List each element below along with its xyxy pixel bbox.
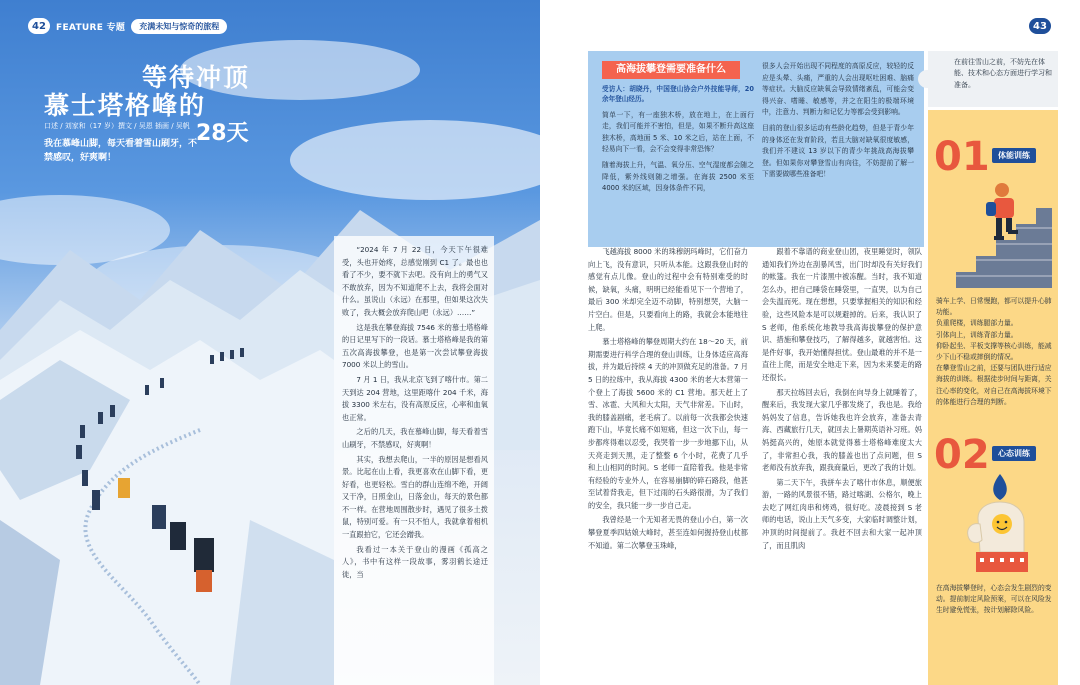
article-title-line2: 慕士塔格峰的 [44,91,207,120]
page-number: 43 [1029,18,1051,34]
article-title-line3: 28天 [196,121,249,146]
paragraph: “2024 年 7 月 22 日，今天下午很难受，头也开始疼，总感觉刚到 C1 了。最也也看了不少，要不就下去吧。没有向上的勇气又不敢放弃，因为不知道爬不上去，我将会面对什么。虽说山（永远）在那里，但如果这次失败了，我大概会放弃爬山吧（永远）……” [342,245,488,317]
left-body-column [334,236,494,685]
right-page [540,0,1080,685]
intro-quote: 我在慕峰山脚，每天看着雪山刷牙，不禁感叹，好爽啊！ [44,139,198,163]
left-page-header [28,18,227,34]
section-label-mindset: 心态训练 [992,446,1036,461]
mindset-training-text: 在高海拔攀登时，心态会发生剧烈的变动。提前制定风险预案，可以在风险发生时避免慌张，按计划解除风险。 [936,584,1052,615]
section-number: 02 [934,432,990,478]
paragraph: 那天拉练回去后，我倒在向导身上就睡着了，醒来后，我发现大家几乎都发烧了，我也是。我给妈妈发了信息，告诉她我也许会放弃，准备去青海、西藏旅行几天，就回去上暑期英语补习班。妈妈挺高兴的，她原本就觉得慕士塔格峰难度太大了，非常担心我，我的膝盖也出了点问题，但 S 老师没有放弃我，跟我商量后，更改了我的计划。 [762,387,922,473]
paragraph: 这是我在攀登海拔 7546 米的慕士塔格峰的日记里写下的一段话。慕士塔格峰是我的第五次高海拔攀登，也是第一次尝试攀登海拔 7000 米以上的雪山。 [342,322,488,370]
section-number: 01 [934,134,990,180]
paragraph: 飞越海拔 8000 米的珠穆朗玛峰时，它们奋力向上飞，没有意识，只听从本能。这跟我登山时的感觉有点儿像。登山的过程中会有特别难受的时候，缺氧，头痛，明明已经能看见下一个营地了，最后 300 米却完全迈不动脚，特别想哭，大脑一片空白。但是，只要看向上的路，我就会本能地往上爬。 [588,247,748,332]
byline: 口述 / 刘家和（17 岁）撰文 / 吴恩 插画 / 吴帆 [44,122,190,130]
feature-tag: FEATURE 专题 [56,22,126,33]
paragraph: 随着海拔上升，气温、氧分压、空气湿度都会随之降低，紫外线则随之增强。在海拔 2500 米至 4000 米的区域，因身体条件不同， [602,160,754,193]
fitness-training-text: 骑车上学、日常慢跑，都可以提升心肺功能。 负重爬楼，训练腿部力量。 引体向上，训练背部力量。 仰卧起坐、平板支撑等核心训练，能减少下山不稳或摔倒的情况。 在攀登雪山之前，还要与团队进行适应海拔的训练。根据徒步时间与距离，关注心率的变化，对自己在高海拔环境下的体能进行合理的判断。 [936,297,1052,406]
paragraph: 简单一下，有一座独木桥，放在地上，在上面行走，我们可能并不害怕，但是，如果不断升高这座独木桥，高地面 5 米、10 米之后，站在上面，不轻易向下一看，会不会变得非常恐怖？ [602,110,754,154]
paragraph: 7 月 1 日，我从北京飞到了喀什市。第二天到达 204 营地，这里距喀什 204 千米，海拔 3300 米左右，没有高原反应，心率和血氧也正常。 [342,374,488,422]
info-column-2 [762,61,914,247]
paragraph: 其实，我想去爬山，一半的原因是想看风景。比起在山上看，我更喜欢在山脚下看，更好看，也更轻松。雪白的群山连绵不绝，开阔又干净，日照金山，日落金山，每天的景色都不一样。在营地周围散步时，遇见了很多土拨鼠，特别可爱。有一只不怕人，我就拿着相机一直跟拍它，它还会蹭我。 [342,454,488,540]
right-body-column-2 [762,246,922,685]
paragraph: 之后的几天，我在慕峰山脚，每天看着雪山刷牙，不禁感叹，好爽啊！ [342,427,488,449]
paragraph: 慕士塔格峰的攀登周期大约在 18～20 天，前期需要进行科学合理的登山训练，让身体适应高海拔，并为最后持续 4 天的冲顶做充足的准备。7 月 5 日的拉练中，我从海拔 4300 米的老大本营第一个登上了海拔 5600 米的 C1 营地。那天赶上了雪、冰雹、大风和大太阳，天气非常差。下山时，我的膝盖剧痛，老毛病了。以前每一次我都会快速跑下山，毕竟长痛不如短痛，但这一次下山，每一步都疼得难以忍受，我哭着一步一步地挪下山，从天亮走到天黑，走了整整 6 个小时，花费了几乎和上山相同的时间。S 老师一直陪着我。他是非常有经验的专业外人，在容易崩脚的碎石路段，他甚至试着背我走，但下过雨的石头路很滑，为了我们的安全，我只能一步一步自己走。 [588,337,748,510]
paragraph: 第二天下午，我拼车去了喀什市休息，顺便旅游，一路的风景很不错，路过喀湖、公格尔，晚上去吃了网红肉串和烤鸡，很好吃。凌晨接到 S 老师的电话，说山上天气多变，大家临时调整计划，冲顶的时间提前了。我赶不回去和大家一起冲顶了，而且肌肉 [762,477,922,550]
section-label-fitness: 体能训练 [992,148,1036,163]
mitten-illustration [958,472,1048,580]
paragraph: 我曾经是一个无知者无畏的登山小白，第一次攀登夏季四姑娘大峰时，甚至连如何握持登山杖都不知道。第二次攀登玉珠峰， [588,515,748,550]
stair-climber-illustration [956,180,1052,288]
article-title-line1: 等待冲顶 [142,63,251,92]
training-side-panel [928,110,1058,685]
right-body-column-1 [588,246,748,685]
puzzle-note: 在前往雪山之前，不妨先在体能、技术和心态方面进行学习和准备。 [928,51,1058,107]
header-subtitle: 充满未知与惊奇的旅程 [131,19,227,34]
paragraph: 跟着不靠谱的商业登山团，夜里睡觉时，领队通知我们外边在刮暴风雪，出门时却没有关好我们的帐篷。我在一片漆黑中被冻醒。当时，我不知道怎么办，把自己睡袋在睡袋里，一直哭，以为自己会失温而死。现在想想，只要掌握相关的知识和经验，这些风险本是可以规避掉的。后来，我认识了 S 老师，他系统化地教导我高海拔攀登的保护意识、措施和攀登技巧，了解得越多，就越害怕。这是件好事，我开始懂得担忧。登山最难的并不是一直往上爬，而是安全地走下来，因为未来要走的路还很长。 [762,247,922,382]
paragraph: 目前的登山很多运动有些龄化趋势，但是于青少年的身体还在发育阶段，若且大脑对缺氧很度敏感，我们并不建议 13 岁以下的青少年挑战高海拔攀登。但如果你对攀登雪山有向往，不妨提前了解一下需要做哪些准备吧！ [762,123,914,179]
paragraph: 很多人会开始出现不同程度的高原反应，较轻的反应是头晕、头痛，严重的人会出现呕吐困难、脑痛等症状。大脑反应缺氧会导致情绪紊乱，可能会变得兴奋、嗜睡、敏感等，并之在阳生的极端环境中，注意力、判断力和记忆力等都会受到影响。 [762,62,914,117]
info-credit: 受访人：胡晓丹，中国登山协会户外技能导师，20 余年登山经历。 [602,84,754,103]
info-column-1 [602,61,754,247]
page-number: 42 [28,18,50,34]
paragraph: 我看过一本关于登山的漫画《孤高之人》，书中有这样一段故事，雾羽鹤长途迁徙，当 [342,544,488,579]
info-heading: 高海拔攀登需要准备什么 [602,61,740,79]
sidebar-info-box [588,51,924,247]
